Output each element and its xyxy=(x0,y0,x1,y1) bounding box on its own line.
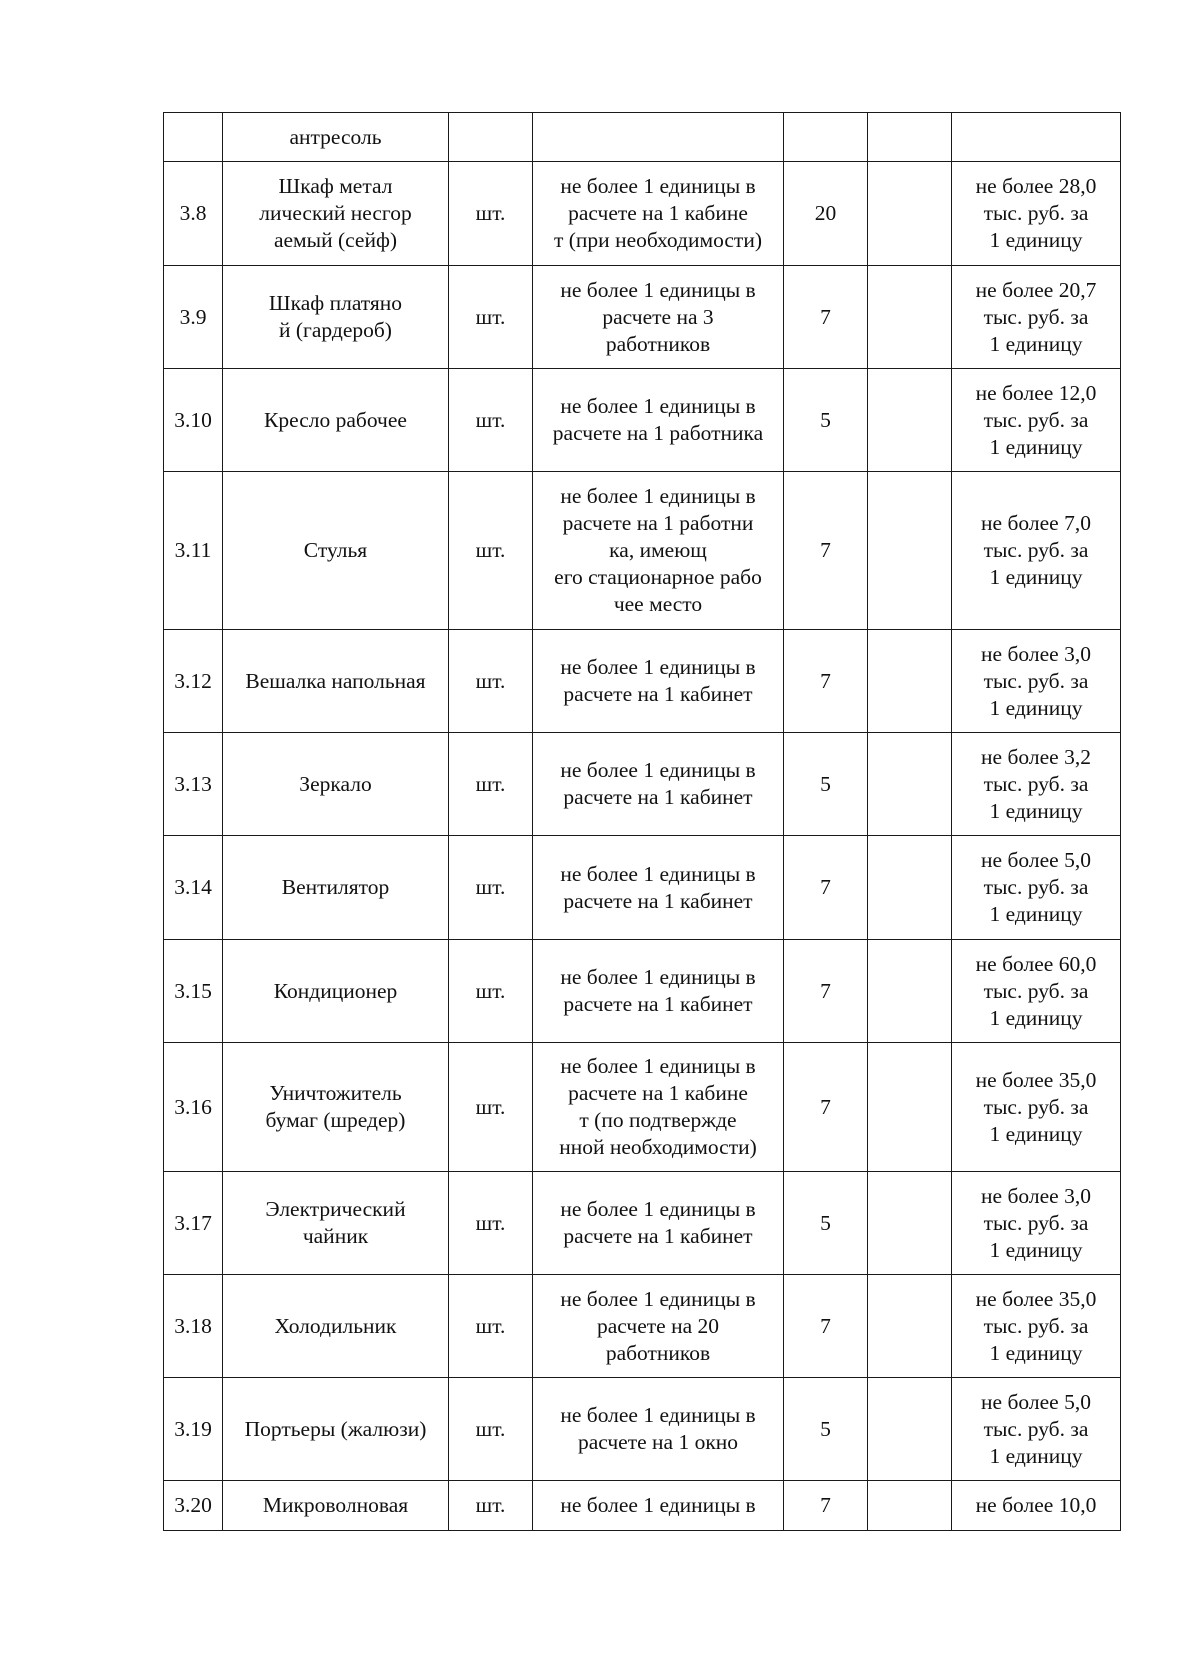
item-name-line: чайник xyxy=(302,1224,369,1248)
unit-of-measure-cell xyxy=(449,113,533,162)
price-limit-line: не более 12,0 xyxy=(975,380,1097,405)
row-number-cell: 3.16 xyxy=(164,1043,223,1172)
price-limit-cell xyxy=(952,1172,1121,1275)
service-life-cell: 5 xyxy=(784,369,868,472)
item-name-cell: антресоль xyxy=(223,113,449,162)
quantity-norm-line: не более 1 единицы в xyxy=(560,484,756,508)
empty-cell-cell xyxy=(868,113,952,162)
empty-cell-cell xyxy=(868,733,952,836)
quantity-norm-line: расчете на 1 кабинет xyxy=(563,1224,753,1248)
quantity-norm-line: т (по подтвержде xyxy=(579,1108,737,1132)
row-number-cell: 3.11 xyxy=(164,472,223,630)
empty-cell-cell xyxy=(868,266,952,369)
price-limit-line: 1 единицу xyxy=(989,1340,1083,1365)
price-limit-line: не более 60,0 xyxy=(975,951,1097,976)
quantity-norm-cell xyxy=(533,940,784,1043)
unit-of-measure-cell: шт. xyxy=(449,1172,533,1275)
quantity-norm-cell: не более 1 единицы в xyxy=(533,1481,784,1531)
price-limit-line: не более 7,0 xyxy=(981,511,1091,535)
item-name-cell: Вешалка напольная xyxy=(223,630,449,733)
quantity-norm-cell xyxy=(533,630,784,733)
quantity-norm-line: расчете на 1 окно xyxy=(577,1430,739,1454)
quantity-norm-cell xyxy=(533,1172,784,1275)
price-limit-line: 1 единицу xyxy=(989,695,1083,720)
item-name-line: Шкаф платяно xyxy=(268,291,403,315)
service-life-cell: 5 xyxy=(784,733,868,836)
row-number-cell: 3.8 xyxy=(164,162,223,266)
price-limit-line: не более 20,7 xyxy=(975,277,1097,302)
item-name-line: лический несгор xyxy=(259,201,412,225)
empty-cell-cell xyxy=(868,836,952,940)
price-limit-line: не более 3,0 xyxy=(981,641,1091,666)
item-name-line: й (гардероб) xyxy=(279,318,392,342)
row-number-cell: 3.13 xyxy=(164,733,223,836)
item-name-cell: Кресло рабочее xyxy=(223,369,449,472)
quantity-norm-line: расчете на 3 xyxy=(602,304,714,329)
price-limit-line: 1 единицу xyxy=(989,1443,1083,1468)
quantity-norm-line: расчете на 1 кабине xyxy=(568,1081,748,1105)
item-name-cell: Вентилятор xyxy=(223,836,449,940)
item-name-cell: Зеркало xyxy=(223,733,449,836)
price-limit-line: тыс. руб. за xyxy=(983,668,1089,693)
quantity-norm-line: чее место xyxy=(613,592,703,616)
quantity-norm-line: не более 1 единицы в xyxy=(560,1197,756,1221)
price-limit-line: 1 единицу xyxy=(989,1121,1083,1146)
quantity-norm-cell xyxy=(533,113,784,162)
price-limit-line: тыс. руб. за xyxy=(983,771,1089,796)
price-limit-cell xyxy=(952,369,1121,472)
item-name-cell: Микроволновая xyxy=(223,1481,449,1531)
empty-cell-cell xyxy=(868,1043,952,1172)
price-limit-line: тыс. руб. за xyxy=(983,201,1089,225)
quantity-norm-cell xyxy=(533,472,784,630)
price-limit-line: 1 единицу xyxy=(989,228,1083,252)
quantity-norm-line: не более 1 единицы в xyxy=(560,655,756,679)
empty-cell-cell xyxy=(868,630,952,733)
row-number-cell: 3.10 xyxy=(164,369,223,472)
service-life-cell: 7 xyxy=(784,472,868,630)
item-name-line: Шкаф метал xyxy=(278,174,393,198)
item-name-line: бумаг (шредер) xyxy=(265,1108,406,1132)
price-limit-line: тыс. руб. за xyxy=(983,875,1089,899)
service-life-cell: 7 xyxy=(784,266,868,369)
norms-table-body xyxy=(164,113,1121,1531)
price-limit-cell xyxy=(952,162,1121,266)
quantity-norm-line: не более 1 единицы в xyxy=(560,965,756,989)
price-limit-cell xyxy=(952,113,1121,162)
service-life-cell: 7 xyxy=(784,1275,868,1378)
unit-of-measure-cell: шт. xyxy=(449,162,533,266)
item-name-cell xyxy=(223,1043,449,1172)
empty-cell-cell xyxy=(868,472,952,630)
service-life-cell: 20 xyxy=(784,162,868,266)
item-name-cell xyxy=(223,1172,449,1275)
unit-of-measure-cell: шт. xyxy=(449,630,533,733)
price-limit-line: 1 единицу xyxy=(989,902,1083,926)
empty-cell-cell xyxy=(868,369,952,472)
service-life-cell: 7 xyxy=(784,940,868,1043)
item-name-line: Уничтожитель xyxy=(269,1081,402,1105)
quantity-norm-cell xyxy=(533,733,784,836)
quantity-norm-line: не более 1 единицы в xyxy=(560,1403,756,1427)
price-limit-line: тыс. руб. за xyxy=(983,978,1089,1003)
empty-cell-cell xyxy=(868,940,952,1043)
table-row xyxy=(164,113,1121,162)
empty-cell-cell xyxy=(868,1481,952,1531)
quantity-norm-line: его стационарное рабо xyxy=(554,565,762,589)
unit-of-measure-cell: шт. xyxy=(449,940,533,1043)
quantity-norm-line: не более 1 единицы в xyxy=(560,277,756,302)
row-number-cell: 3.20 xyxy=(164,1481,223,1531)
table-row xyxy=(164,266,1121,369)
unit-of-measure-cell: шт. xyxy=(449,836,533,940)
quantity-norm-line: расчете на 1 кабинет xyxy=(563,992,753,1016)
price-limit-line: не более 35,0 xyxy=(975,1067,1097,1092)
quantity-norm-line: не более 1 единицы в xyxy=(560,394,756,418)
service-life-cell: 5 xyxy=(784,1172,868,1275)
table-row xyxy=(164,1378,1121,1481)
quantity-norm-line: не более 1 единицы в xyxy=(560,758,756,782)
empty-cell-cell xyxy=(868,1172,952,1275)
price-limit-cell xyxy=(952,630,1121,733)
quantity-norm-line: расчете на 1 работни xyxy=(562,511,754,535)
quantity-norm-line: не более 1 единицы в xyxy=(560,174,756,198)
price-limit-line: не более 28,0 xyxy=(975,174,1097,198)
quantity-norm-cell xyxy=(533,1275,784,1378)
quantity-norm-line: т (при необходимости) xyxy=(554,228,762,252)
price-limit-cell xyxy=(952,1275,1121,1378)
price-limit-line: 1 единицу xyxy=(989,798,1083,823)
unit-of-measure-cell: шт. xyxy=(449,1043,533,1172)
price-limit-line: 1 единицу xyxy=(989,1237,1083,1262)
table-row xyxy=(164,1275,1121,1378)
quantity-norm-cell xyxy=(533,836,784,940)
item-name-cell: Стулья xyxy=(223,472,449,630)
quantity-norm-line: не более 1 единицы в xyxy=(560,861,756,886)
price-limit-line: 1 единицу xyxy=(989,434,1083,459)
price-limit-line: тыс. руб. за xyxy=(983,1313,1089,1338)
table-row xyxy=(164,940,1121,1043)
norms-table xyxy=(163,112,1121,1531)
price-limit-line: тыс. руб. за xyxy=(983,1094,1089,1119)
quantity-norm-line: расчете на 1 кабине xyxy=(568,201,748,225)
price-limit-cell xyxy=(952,940,1121,1043)
item-name-cell xyxy=(223,266,449,369)
quantity-norm-cell xyxy=(533,1378,784,1481)
empty-cell-cell xyxy=(868,1378,952,1481)
row-number-cell: 3.17 xyxy=(164,1172,223,1275)
quantity-norm-line: расчете на 20 xyxy=(597,1313,719,1338)
table-row xyxy=(164,836,1121,940)
price-limit-cell: не более 10,0 xyxy=(952,1481,1121,1531)
price-limit-line: не более 3,2 xyxy=(981,744,1091,769)
quantity-norm-line: не более 1 единицы в xyxy=(560,1054,756,1078)
row-number-cell: 3.9 xyxy=(164,266,223,369)
service-life-cell: 7 xyxy=(784,630,868,733)
price-limit-line: тыс. руб. за xyxy=(983,304,1089,329)
price-limit-cell xyxy=(952,472,1121,630)
price-limit-line: 1 единицу xyxy=(989,1005,1083,1030)
unit-of-measure-cell: шт. xyxy=(449,1481,533,1531)
price-limit-cell xyxy=(952,836,1121,940)
table-row xyxy=(164,630,1121,733)
quantity-norm-line: расчете на 1 работника xyxy=(552,421,764,445)
item-name-cell: Портьеры (жалюзи) xyxy=(223,1378,449,1481)
price-limit-line: тыс. руб. за xyxy=(983,1210,1089,1235)
quantity-norm-line: расчете на 1 кабинет xyxy=(563,888,753,913)
row-number-cell: 3.15 xyxy=(164,940,223,1043)
quantity-norm-line: ка, имеющ xyxy=(609,538,707,562)
unit-of-measure-cell: шт. xyxy=(449,1378,533,1481)
table-row xyxy=(164,1481,1121,1531)
table-row xyxy=(164,733,1121,836)
quantity-norm-cell xyxy=(533,162,784,266)
quantity-norm-line: работников xyxy=(605,1340,711,1365)
unit-of-measure-cell: шт. xyxy=(449,472,533,630)
item-name-cell: Кондиционер xyxy=(223,940,449,1043)
row-number-cell: 3.19 xyxy=(164,1378,223,1481)
quantity-norm-cell xyxy=(533,1043,784,1172)
unit-of-measure-cell: шт. xyxy=(449,733,533,836)
price-limit-line: 1 единицу xyxy=(989,331,1083,356)
service-life-cell xyxy=(784,113,868,162)
price-limit-line: не более 5,0 xyxy=(981,848,1091,872)
price-limit-cell xyxy=(952,266,1121,369)
service-life-cell: 7 xyxy=(784,1043,868,1172)
service-life-cell: 5 xyxy=(784,1378,868,1481)
quantity-norm-line: нной необходимости) xyxy=(559,1135,757,1159)
row-number-cell: 3.18 xyxy=(164,1275,223,1378)
unit-of-measure-cell: шт. xyxy=(449,369,533,472)
unit-of-measure-cell: шт. xyxy=(449,266,533,369)
price-limit-line: не более 3,0 xyxy=(981,1183,1091,1208)
table-row xyxy=(164,162,1121,266)
price-limit-cell xyxy=(952,733,1121,836)
table-row xyxy=(164,472,1121,630)
price-limit-line: тыс. руб. за xyxy=(983,1416,1089,1441)
item-name-line: Электрический xyxy=(265,1197,406,1221)
price-limit-line: тыс. руб. за xyxy=(983,538,1089,562)
price-limit-line: не более 5,0 xyxy=(981,1389,1091,1414)
price-limit-line: тыс. руб. за xyxy=(983,407,1089,432)
quantity-norm-line: расчете на 1 кабинет xyxy=(563,682,753,706)
price-limit-line: 1 единицу xyxy=(989,565,1083,589)
service-life-cell: 7 xyxy=(784,1481,868,1531)
quantity-norm-cell xyxy=(533,369,784,472)
price-limit-cell xyxy=(952,1043,1121,1172)
row-number-cell: 3.12 xyxy=(164,630,223,733)
quantity-norm-line: расчете на 1 кабинет xyxy=(563,785,753,809)
price-limit-line: не более 35,0 xyxy=(975,1286,1097,1311)
row-number-cell: 3.14 xyxy=(164,836,223,940)
service-life-cell: 7 xyxy=(784,836,868,940)
row-number-cell xyxy=(164,113,223,162)
price-limit-cell xyxy=(952,1378,1121,1481)
unit-of-measure-cell: шт. xyxy=(449,1275,533,1378)
quantity-norm-line: работников xyxy=(605,331,711,356)
item-name-cell xyxy=(223,162,449,266)
item-name-line: аемый (сейф) xyxy=(273,228,398,252)
empty-cell-cell xyxy=(868,162,952,266)
table-row xyxy=(164,369,1121,472)
table-row xyxy=(164,1043,1121,1172)
quantity-norm-cell xyxy=(533,266,784,369)
quantity-norm-line: не более 1 единицы в xyxy=(560,1286,756,1311)
empty-cell-cell xyxy=(868,1275,952,1378)
item-name-cell: Холодильник xyxy=(223,1275,449,1378)
table-row xyxy=(164,1172,1121,1275)
